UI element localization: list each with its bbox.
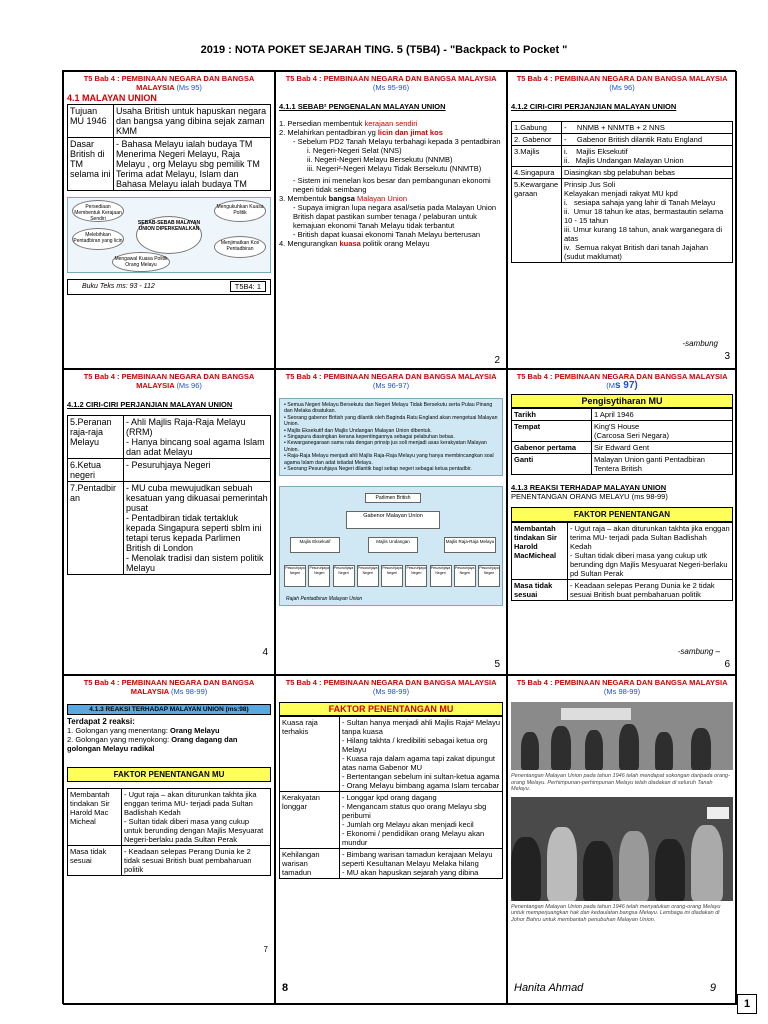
list-item: 4. Mengurangkan kuasa politik orang Melayu — [279, 239, 430, 248]
row-value: - Pesuruhjaya Negeri — [124, 459, 271, 482]
table-row — [512, 179, 733, 263]
diagram-node: Persediaan Membentuk Kerajaan Sendiri — [72, 200, 124, 222]
list-item: 1. Persedian membentuk kerajaan sendiri — [279, 119, 418, 128]
features-table — [67, 415, 271, 575]
page-number: 3 — [724, 351, 730, 362]
intro-text: Terdapat 2 reaksi: — [67, 717, 135, 726]
admin-chart — [279, 486, 503, 606]
page-number: 4 — [262, 647, 268, 658]
row-key: Kuasa raja terhakis — [280, 717, 340, 792]
panel-header: T5 Bab 4 : PEMBINAAN NEGARA DAN BANGSA MALAYSIA (Ms 98-99) — [285, 678, 497, 696]
panel-header: T5 Bab 4 : PEMBINAAN NEGARA DAN BANGSA MALAYSIA (Ms 97) — [516, 372, 728, 391]
table-row — [280, 792, 503, 849]
panel-6 — [507, 369, 737, 675]
table-row — [512, 167, 733, 179]
photo-caption: Penentangan Malayan Union pada tahun 1946 telah menyatukan orang-orang Melayu untuk memperjuangkan hak dan kedaulatan bangsa Melayu. Lembaga ini diadakan di Johor Bahru untuk membantah penubuhan Malayan Union. — [511, 903, 721, 923]
sheet-number: 1 — [737, 994, 757, 1014]
excerpt-item: • Singapura diasingkan kerana kepentingannya sebagai pelabuhan bebas. — [284, 434, 455, 441]
row-value: Prinsip Jus Soli Kelayakan menjadi rakyat MU kpd i. sesiapa sahaja yang lahir di Tanah Melayu ii. Umur 18 tahun ke atas, bermastautin selama 10 - 15 tahun iii. Umur kurang 18 tahun, anak warganegara di atas iv. Semua rakyat British dari tanah Jajahan (sudut maklumat) — [562, 179, 733, 263]
panel-header: T5 Bab 4 : PEMBINAAN NEGARA DAN BANGSA MALAYSIA (Ms 95-96) — [285, 74, 497, 92]
row-key: Gabenor pertama — [512, 442, 592, 454]
textbook-excerpt — [279, 398, 503, 476]
section-title: 4.1.3 REAKSI TERHADAP MALAYAN UNION (ms:98) — [67, 704, 271, 715]
continue-label: -sambung – — [677, 647, 720, 656]
row-key: 5.Peranan raja-raja Melayu — [68, 416, 124, 459]
table-row — [512, 454, 733, 475]
row-key: Masa tidak sesuai — [512, 580, 568, 601]
row-value: Malayan Union ganti Pentadbiran Tentera British — [592, 454, 733, 475]
excerpt-item: • Semua Negeri Melayu Bersekutu dan Negeri Melayu Tidak Bersekutu serta Pulau Pinang dan Melaka disatukan. — [284, 402, 493, 415]
diagram-node: Mengukuhkan Kuasa Politik — [214, 200, 266, 222]
excerpt-item: • Seorang Pesuruhjaya Negeri dilantik bagi setiap negeri sebagai ketua pentadbir. — [284, 466, 472, 473]
row-value: - Keadaan selepas Perang Dunia ke 2 tidak sesuai British buat pembaharuan politik — [122, 846, 271, 876]
photo-figure — [547, 827, 577, 901]
panel-1 — [63, 71, 275, 369]
panel-header: T5 Bab 4 : PEMBINAAN NEGARA DAN BANGSA MALAYSIA (Ms 96-97) — [285, 372, 497, 390]
table-row — [68, 105, 271, 138]
row-value: 1 April 1946 — [592, 409, 733, 421]
list-subitem: ii. Negeri-Negeri Melayu Bersekutu (NNMB) — [307, 155, 453, 164]
table-row — [280, 717, 503, 792]
photo-figure — [691, 825, 723, 901]
row-value: - Bahasa Melayu ialah budaya TM Menerima Negeri Melayu, Raja Melayu , org Melayu sbg pemilik TM Terima adat Melayu, Islam dan Bahasa Melayu ialah budaya TM — [114, 138, 271, 191]
row-key: 3.Majlis — [512, 146, 562, 167]
row-key: Ganti — [512, 454, 592, 475]
chart-node: Majlis Eksekutif — [290, 537, 340, 553]
page-number: 8 — [282, 982, 289, 994]
photo-banner — [561, 708, 631, 720]
photo-figure — [655, 839, 685, 901]
row-key: 2. Gabenor — [512, 134, 562, 146]
excerpt-item: • Seorang gabenor British yang dilantik oleh Baginda Ratu England akan mengetuai Malayan Union. — [284, 414, 498, 428]
table-row — [512, 134, 733, 146]
row-key: 5.Kewarganegaraan — [512, 179, 562, 263]
document-title: 2019 : NOTA POKET SEJARAH TING. 5 (T5B4) - "Backpack to Pocket " — [200, 44, 568, 56]
reference-tag: T5B4: 1 — [230, 281, 266, 292]
panel-header: T5 Bab 4 : PEMBINAAN NEGARA DAN BANGSA MALAYSIA (Ms 98-99) — [516, 678, 728, 696]
panel-5 — [275, 369, 507, 675]
row-key: Tempat — [512, 421, 592, 442]
factor-table — [511, 522, 733, 601]
row-key: 4.Singapura — [512, 167, 562, 179]
table-row — [512, 523, 733, 580]
chart-caption: Rajah Pentadbiran Malayan Union — [286, 596, 363, 603]
diagram-node: Menjimatkan Kos Pentadbiran — [214, 236, 266, 258]
table-row — [512, 122, 733, 134]
excerpt-item: • Kewarganegaraan sama rata dengan prinsip jus soli menjadi asas kerakyatan Malayan Union. — [284, 440, 487, 453]
row-value: - Gabenor British dilantik Ratu England — [562, 134, 733, 146]
panel-7 — [63, 675, 275, 1005]
features-table — [511, 121, 733, 263]
chart-node: Majlis Undangan — [368, 537, 418, 553]
table-row — [512, 146, 733, 167]
factor-table — [279, 716, 503, 879]
chart-leaf: Pesuruhjaya Negeri — [405, 565, 427, 587]
table-row — [512, 442, 733, 454]
subsection-title: PENENTANGAN ORANG MELAYU (ms 98-99) — [511, 492, 668, 501]
reaction-item: 2. Golongan yang menyokong: Orang dagang dan golongan Melayu radikal — [67, 735, 238, 753]
panel-header: T5 Bab 4 : PEMBINAAN NEGARA DAN BANGSA MALAYSIA (Ms 98-99) — [83, 678, 255, 696]
row-key: Tujuan MU 1946 — [68, 105, 114, 138]
row-key: Membantah tindakan Sir Harold Mac Micheal — [68, 789, 122, 846]
row-value: Diasingkan sbg pelabuhan bebas — [562, 167, 733, 179]
table-row — [68, 416, 271, 459]
table-row — [68, 846, 271, 876]
list-item: 3. Membentuk bangsa Malayan Union — [279, 194, 407, 203]
section-title: 4.1.2 CIRI-CIRI PERJANJIAN MALAYAN UNION — [511, 102, 677, 111]
photo-figure — [551, 726, 571, 770]
info-table — [67, 104, 271, 191]
protest-photo-2 — [511, 797, 733, 901]
causes-diagram — [67, 197, 271, 273]
row-key: 6.Ketua negeri — [68, 459, 124, 482]
photo-figure — [691, 728, 711, 770]
section-title: 4.1.2 CIRI-CIRI PERJANJIAN MALAYAN UNION — [67, 400, 233, 409]
panel-header: T5 Bab 4 : PEMBINAAN NEGARA DAN BANGSA MALAYSIA (Ms 96) — [83, 372, 255, 390]
row-value: - Longgar kpd orang dagang - Mengancam status quo orang Melayu sbg peribumi - Jumlah org Melayu akan menjadi kecil - Ekonomi / pendidikan orang Melayu akan mundur — [340, 792, 503, 849]
notes-grid — [62, 70, 736, 1004]
table-row — [512, 580, 733, 601]
chart-leaf: Pesuruhjaya Negeri — [284, 565, 306, 587]
page-number: 2 — [494, 355, 500, 366]
page-number: 7 — [263, 945, 268, 954]
declaration-table — [511, 408, 733, 475]
row-key: Kerakyatan longgar — [280, 792, 340, 849]
list-subitem: - Sebelum PD2 Tanah Melayu terbahagi kepada 3 pentadbiran — [293, 137, 501, 146]
row-value: Usaha British untuk hapuskan negara dan bangsa yang dibina sejak zaman KMM — [114, 105, 271, 138]
list-item: 2. Melahirkan pentadbiran yg licin dan jimat kos — [279, 128, 443, 137]
photo-figure — [655, 732, 673, 770]
list-subitem: iii. Negeri²-Negeri Melayu Tidak Bersekutu (NNMTB) — [307, 164, 482, 173]
photo-figure — [619, 724, 639, 770]
row-key: 1.Gabung — [512, 122, 562, 134]
chart-top: Parlimen British — [365, 493, 421, 503]
table-row — [512, 409, 733, 421]
table-row — [68, 459, 271, 482]
chart-leaf: Pesuruhjaya Negeri — [454, 565, 476, 587]
photo-figure — [511, 837, 541, 901]
page-number: 5 — [494, 659, 500, 670]
list-subitem: - Sistem ini menelan kos besar dan pembangunan ekonomi negeri tidak seimbang — [293, 176, 491, 194]
chart-mid: Gabenor Malayan Union — [346, 511, 440, 529]
table-row — [512, 421, 733, 442]
panel-8 — [275, 675, 507, 1005]
causes-list — [279, 119, 503, 248]
panel-header: T5 Bab 4 : PEMBINAAN NEGARA DAN BANGSA MALAYSIA (Ms 96) — [516, 74, 728, 92]
row-value: - Ugut raja – akan diturunkan takhta jika enggan terima MU- terjadi pada Sultan Badlishah Kedah - Sultan tidak diberi masa yang cukup utk berunding dgn Majlis Mesyuarat Negeri-berlaku pd Sultan Perak — [568, 523, 733, 580]
row-key: Membantah tindakan Sir Harold MacMicheal — [512, 523, 568, 580]
list-subitem: i. Negeri-Negeri Selat (NNS) — [307, 146, 402, 155]
excerpt-item: • Raja-Raja Melayu menjadi ahli Majlis Raja-Raja Melayu yang hanya membincangkan soal agama Islam dan adat istiadat Melayu. — [284, 453, 494, 466]
photo-sign — [707, 807, 729, 819]
row-key: Kehilangan warisan tamadun — [280, 849, 340, 879]
row-value: i. Majlis Eksekutif ii. Majlis Undangan Malayan Union — [562, 146, 733, 167]
factor-table — [67, 788, 271, 876]
panel-9 — [507, 675, 737, 1005]
diagram-node: Mengawal Kuasa Politik Orang Melayu — [112, 252, 170, 272]
row-value: - Sultan hanya menjadi ahli Majlis Raja² Melayu tanpa kuasa - Hilang takhta / kredibiliti sebagai ketua org Melayu - Kuasa raja dalam agama tapi zakat dipungut atas nama Gabenor MU - Bertentangan sebelum ini sultan-ketua agama - Orang Melayu bimbang agama Islam tercabar — [340, 717, 503, 792]
row-value: - Ahli Majlis Raja-Raja Melayu (RRM) - Hanya bincang soal agama Islam dan adat Melayu — [124, 416, 271, 459]
chart-leaf: Pesuruhjaya Negeri — [308, 565, 330, 587]
photo-figure — [585, 730, 603, 770]
panel-3 — [507, 71, 737, 369]
chart-leaf: Pesuruhjaya Negeri — [357, 565, 379, 587]
section-title: 4.1 MALAYAN UNION — [67, 93, 157, 103]
table-row — [68, 138, 271, 191]
row-value: - MU cuba mewujudkan sebuah kesatuan yang dikuasai pemerintah pusat - Pentadbiran tidak tertakluk kepada Singapura seperti sblm ini tetapi terus kepada Parlimen British di London - Menolak tradisi dan sistem politik Melayu — [124, 482, 271, 575]
photo-figure — [583, 841, 613, 901]
photo-figure — [619, 831, 649, 901]
diagram-node: Melebihkan Pentadbiran yang licin — [72, 228, 124, 250]
author-name: Hanita Ahmad — [514, 982, 584, 994]
photo-caption: Penentangan Malayan Union pada tahun 1946 telah mendapat sokongan daripada orang-orang Melayu. Perhimpunan-perhimpunan Melayu telah diadakan di seluruh Tanah Melayu. — [511, 773, 730, 792]
table-row — [68, 789, 271, 846]
row-value: - NNMB + NNMTB + 2 NNS — [562, 122, 733, 134]
declaration-title: Pengisytiharan MU — [511, 394, 733, 408]
page-number: 6 — [724, 659, 730, 670]
panel-4 — [63, 369, 275, 675]
row-value: - Ugut raja – akan diturunkan takhta jika enggan terima MU- terjadi pada Sultan Badlishah Kedah - Sultan tidak diberi masa yang cukup untuk berunding dengan Majlis Mesyuarat Negeri-berlaku pada Sultan Perak — [122, 789, 271, 846]
row-key: Dasar British di TM selama ini — [68, 138, 114, 191]
excerpt-item: • Majlis Eksekutif dan Majlis Undangan Malayan Union dibentuk. — [284, 427, 432, 434]
factor-title: FAKTOR PENENTANGAN — [511, 507, 733, 522]
row-value: - Keadaan selepas Perang Dunia ke 2 tidak sesuai British buat pembaharuan politik — [568, 580, 733, 601]
list-subitem: - British dapat kuasai ekonomi Tanah Melayu berterusan — [293, 230, 481, 239]
factor-title: FAKTOR PENENTANGAN MU — [279, 702, 503, 716]
protest-photo-1 — [511, 702, 733, 770]
list-subitem: - Supaya imigran lupa negara asal/setia pada Malayan Union British dapat pastikan sumber tenaga / pelaburan untuk kemajuan ekonomi Tanah Melayu tidak terbantut — [293, 203, 497, 230]
diagram-center: SEBAB-SEBAB MALAYAN UNION DIPERKENALKAN — [136, 216, 202, 254]
panel-header: T5 Bab 4 : PEMBINAAN NEGARA DAN BANGSA MALAYSIA (Ms 95) — [83, 74, 255, 92]
section-title: 4.1.1 SEBAB² PENGENALAN MALAYAN UNION — [279, 102, 446, 111]
row-key: 7.Pentadbiran — [68, 482, 124, 575]
photo-figure — [521, 732, 539, 770]
page-number: 9 — [709, 982, 716, 994]
row-value: - Bimbang warisan tamadun kerajaan Melayu seperti Kesultanan Melayu Melaka hilang - MU akan hapuskan sejarah yang dibina — [340, 849, 503, 879]
table-row — [280, 849, 503, 879]
reference-text: Buku Teks ms: 93 - 112 — [82, 283, 155, 290]
panel-2 — [275, 71, 507, 369]
chart-leaf: Pesuruhjaya Negeri — [333, 565, 355, 587]
table-row — [68, 482, 271, 575]
factor-title: FAKTOR PENENTANGAN MU — [67, 767, 271, 782]
row-value: King'S House (Carcosa Seri Negara) — [592, 421, 733, 442]
chart-bottom-row — [284, 565, 500, 587]
reference-box — [67, 279, 271, 295]
row-key: Tarikh — [512, 409, 592, 421]
chart-leaf: Pesuruhjaya Negeri — [478, 565, 500, 587]
chart-node: Majlis Raja-Raja Melayu — [444, 537, 496, 553]
row-value: Sir Edward Gent — [592, 442, 733, 454]
row-key: Masa tidak sesuai — [68, 846, 122, 876]
continue-label: -sambung — [682, 339, 718, 348]
section-title: 4.1.3 REAKSI TERHADAP MALAYAN UNION — [511, 483, 667, 492]
chart-leaf: Pesuruhjaya Negeri — [430, 565, 452, 587]
chart-leaf: Pesuruhjaya Negeri — [381, 565, 403, 587]
reaction-item: 1. Golongan yang menentang: Orang Melayu — [67, 726, 220, 735]
